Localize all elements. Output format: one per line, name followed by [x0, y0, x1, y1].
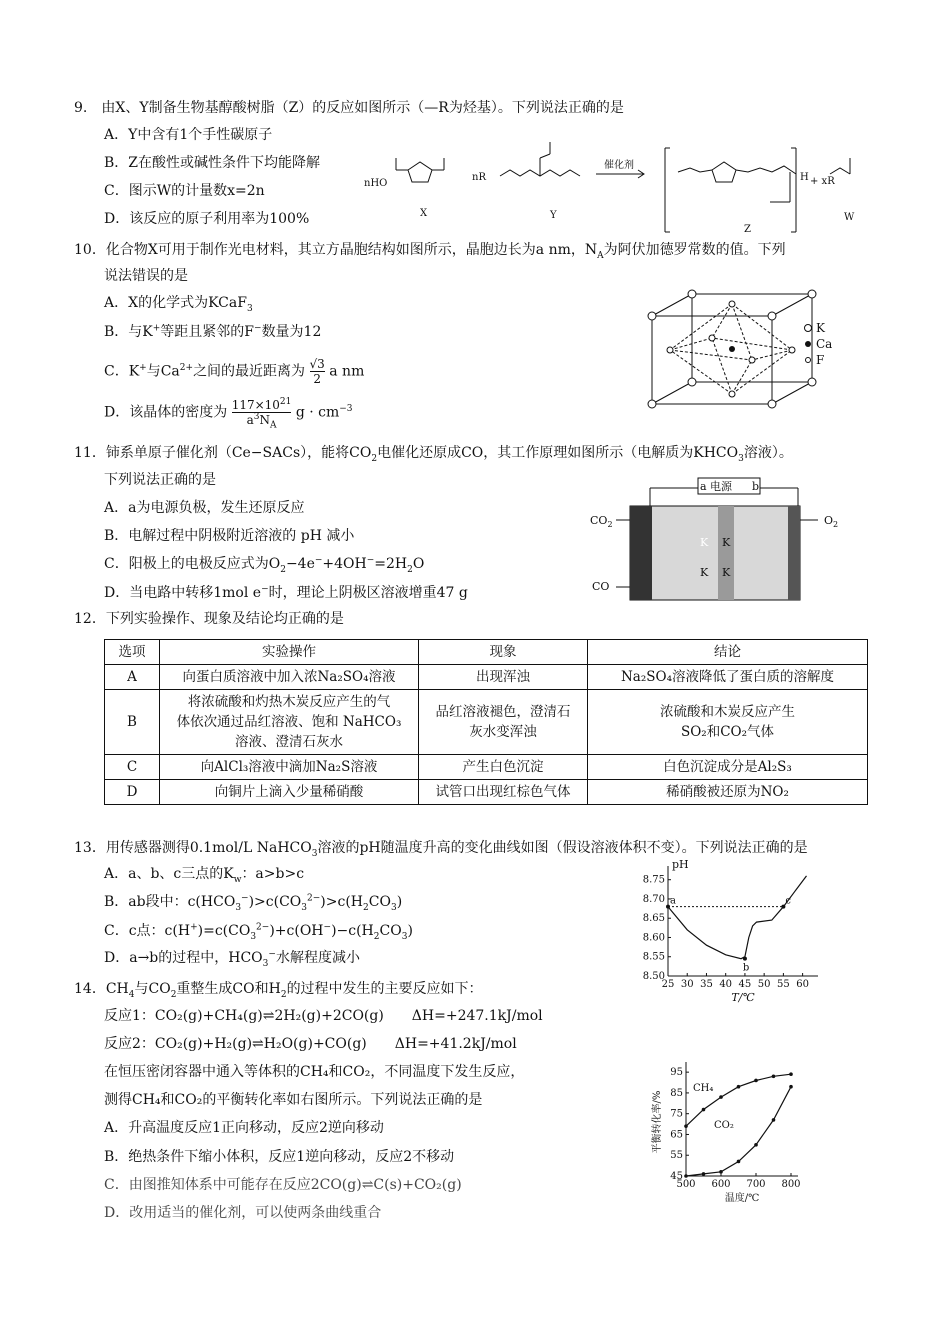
q11-k-ion-3: K — [700, 566, 709, 579]
q9-option-b: B．Z在酸性或碱性条件下均能降解 — [104, 155, 321, 171]
y-axis-title: pH — [672, 858, 689, 871]
q9-option-a: A．Y中含有1个手性碳原子 — [104, 127, 273, 143]
y-tick-label: 55 — [670, 1150, 683, 1162]
x-tick-label: 800 — [781, 1179, 801, 1190]
q13-option-d: D．a→b的过程中，$HCO_3^-$水解程度减小 — [104, 949, 360, 969]
y-tick-label: 8.75 — [642, 874, 665, 886]
q13-option-a: A．a、b、c三点的$K_w$：a>b>c — [104, 866, 305, 885]
data-point — [772, 1075, 776, 1079]
y-tick-label: 75 — [670, 1108, 683, 1120]
q14-line3: 在恒压密闭容器中通入等体积的CH₄和CO₂，不同温度下发生反应， — [104, 1064, 525, 1080]
q14-option-c: C．由图推知体系中可能存在反应2CO(g)⇌C(s)+CO₂(g) — [104, 1177, 462, 1193]
q14-option-b: B．绝热条件下缩小体积，反应1逆向移动，反应2不移动 — [104, 1149, 455, 1165]
q11-co-label: CO — [592, 580, 610, 593]
q9-y-label: Y — [550, 210, 557, 221]
x-tick-label: 55 — [777, 979, 790, 990]
q11-power-b: b — [752, 480, 760, 493]
point-label: c — [785, 895, 791, 907]
q10-stem-line1: 10．化合物X可用于制作光电材料，其立方晶胞结构如图所示，晶胞边长为a nm，$N_A$为阿伏加德罗常数的值。下列 — [74, 242, 786, 261]
q11-power-a: a — [700, 480, 707, 493]
q9-z-label: Z — [744, 224, 751, 235]
q14-stem: 14．$CH_4$与$CO_2$重整生成CO和$H_2$的过程中发生的主要反应如下： — [74, 981, 483, 1000]
q14-conversion-chart — [648, 1058, 808, 1204]
y-axis-title: 平衡转化率/% — [652, 1090, 663, 1154]
x-tick-label: 60 — [796, 979, 809, 990]
x-tick-label: 50 — [757, 979, 771, 990]
x-tick-label: 700 — [746, 1179, 766, 1190]
q11-k-ion-4: K — [722, 566, 731, 579]
point-marker — [743, 957, 747, 961]
cell-op: 将浓硫酸和灼热木炭反应产生的气 体依次通过品红溶液、饱和 NaHCO₃ 溶液、澄清石灰水 — [160, 690, 419, 755]
q13-ph-chart — [626, 858, 826, 1004]
q11-stem-line1: 11．铈系单原子催化剂（Ce−SACs），能将$CO_2$电催化还原成CO，其工作原理如图所示（电解质为$KHCO_3$溶液）。 — [74, 445, 793, 464]
cell-op: 向蛋白质溶液中加入浓Na₂SO₄溶液 — [160, 665, 419, 690]
q11-k-ion-1: K — [700, 536, 709, 549]
q10-stem-line2: 说法错误的是 — [104, 268, 188, 284]
y-tick-label: 8.55 — [642, 951, 665, 963]
q11-k-ion-2: K — [722, 536, 731, 549]
cell-con: 白色沉淀成分是Al₂S₃ — [588, 755, 868, 780]
q13-option-c: C．c点：$c(H^+)=c(CO_3^{2-})+c(OH^-)-c(H_2CO_3)$ — [104, 922, 413, 942]
data-point — [684, 1174, 688, 1178]
cell-ph: 产生白色沉淀 — [419, 755, 588, 780]
q9-option-c: C．图示W的计量数x=2n — [104, 183, 265, 199]
data-point — [789, 1072, 793, 1076]
table-row — [105, 755, 868, 780]
y-tick-label: 45 — [670, 1171, 683, 1182]
q11-option-a: A．a为电源负极，发生还原反应 — [104, 500, 305, 516]
q9-stem: 9. 由X、Y制备生物基醇酸树脂（Z）的反应如图所示（—R为烃基）。下列说法正确的是 — [74, 100, 624, 116]
data-point — [737, 1085, 741, 1089]
point-label: b — [742, 962, 750, 974]
data-point — [719, 1095, 723, 1099]
x-tick-label: 45 — [738, 979, 752, 990]
y-tick-label: 8.60 — [642, 932, 665, 944]
q13-option-b: B．ab段中：$c(HCO_3^-)>c(CO_3^{2-})>c(H_2CO_3)$ — [104, 893, 403, 913]
data-point — [789, 1085, 793, 1089]
q11-co2-label: $CO_2$ — [590, 514, 613, 529]
x-axis-title: 温度/℃ — [724, 1193, 760, 1204]
q10-unit-cell-figure — [640, 286, 870, 416]
y-tick-label: 8.50 — [642, 971, 665, 982]
q11-option-c: C．阳极上的电极反应式为$O_2-4e^-+4OH^-=2H_2O$ — [104, 555, 425, 575]
cell-ph: 试管口出现红棕色气体 — [419, 780, 588, 805]
cell-ph: 品红溶液褪色，澄清石 灰水变浑浊 — [419, 690, 588, 755]
legend-ca: Ca — [816, 337, 833, 351]
cell-ph: 出现浑浊 — [419, 665, 588, 690]
cell-con: 浓硫酸和木炭反应产生 SO₂和CO₂气体 — [588, 690, 868, 755]
q12-table — [104, 639, 868, 805]
table-header-row — [105, 640, 868, 665]
th-conclusion: 结论 — [588, 640, 868, 665]
cell-opt: B — [105, 690, 160, 755]
cell-opt: D — [105, 780, 160, 805]
data-point — [684, 1124, 688, 1128]
q9-x-coef: nHO — [364, 178, 388, 189]
q10-option-a: A．X的化学式为KCaF$_3$ — [104, 295, 253, 314]
cell-op: 向AlCl₃溶液中滴加Na₂S溶液 — [160, 755, 419, 780]
q9-y-coef: nR — [472, 172, 486, 183]
q10-option-c: C．K+与$Ca^{2+}$之间的最近距离为 $\frac{√3}{2}$ a nm — [104, 357, 365, 386]
q11-electrolysis-figure — [588, 470, 850, 606]
q9-w-coef: + xR — [810, 176, 835, 187]
x-tick-label: 35 — [700, 979, 713, 990]
x-axis-title: T/℃ — [731, 991, 755, 1004]
cell-op: 向铜片上滴入少量稀硝酸 — [160, 780, 419, 805]
q10-option-b: B．与K+等距且紧邻的F−数量为12 — [104, 323, 322, 340]
y-tick-label: 85 — [670, 1087, 683, 1099]
point-label: a — [670, 895, 676, 907]
y-tick-label: 95 — [670, 1067, 683, 1079]
cell-con: Na₂SO₄溶液降低了蛋白质的溶解度 — [588, 665, 868, 690]
cell-opt: A — [105, 665, 160, 690]
y-tick-label: 65 — [670, 1129, 683, 1141]
q11-power-label: 电源 — [710, 480, 732, 493]
data-point — [772, 1118, 776, 1122]
series-label: CH₄ — [693, 1082, 714, 1094]
legend-f: F — [816, 353, 825, 367]
q11-option-d: D．当电路中转移1mol e−时，理论上阴极区溶液增重47 g — [104, 584, 468, 601]
q9-reaction-figure — [360, 128, 870, 236]
x-tick-label: 25 — [661, 979, 675, 990]
q11-o2-label: $O_2$ — [824, 514, 839, 529]
q9-x-label: X — [420, 208, 428, 219]
q14-reaction-2: 反应2：CO₂(g)+H₂(g)⇌H₂O(g)+CO(g) ΔH=+41.2kJ/mol — [104, 1036, 517, 1052]
q12-stem: 12．下列实验操作、现象及结论均正确的是 — [74, 611, 344, 627]
table-row — [105, 690, 868, 755]
series-label: CO₂ — [714, 1120, 734, 1132]
q13-stem: 13．用传感器测得0.1mol/L NaHCO$_3$溶液的pH随温度升高的变化曲线如图（假设溶液体积不变）。下列说法正确的是 — [74, 840, 808, 859]
q11-stem-line2: 下列说法正确的是 — [104, 472, 216, 488]
data-point — [737, 1160, 741, 1164]
series-line — [668, 876, 807, 959]
th-option: 选项 — [105, 640, 160, 665]
th-operation: 实验操作 — [160, 640, 419, 665]
q14-line4: 测得CH₄和CO₂的平衡转化率如右图所示。下列说法正确的是 — [104, 1092, 483, 1108]
table-row — [105, 780, 868, 805]
x-tick-label: 600 — [711, 1179, 731, 1190]
data-point — [719, 1170, 723, 1174]
x-tick-label: 500 — [676, 1179, 696, 1190]
x-tick-label: 40 — [719, 979, 733, 990]
data-point — [702, 1108, 706, 1112]
th-phenomenon: 现象 — [419, 640, 588, 665]
y-tick-label: 8.65 — [642, 913, 665, 925]
table-row — [105, 665, 868, 690]
q14-option-d: D．改用适当的催化剂，可以使两条曲线重合 — [104, 1205, 382, 1221]
q11-option-b: B．电解过程中阴极附近溶液的 pH 减小 — [104, 528, 355, 544]
legend-k: K — [816, 321, 825, 335]
cell-con: 稀硝酸被还原为NO₂ — [588, 780, 868, 805]
q9-h: H — [800, 172, 809, 183]
q9-w-label: W — [844, 212, 855, 223]
q14-reaction-1: 反应1：CO₂(g)+CH₄(g)⇌2H₂(g)+2CO(g) ΔH=+247.1kJ/mol — [104, 1008, 543, 1024]
q14-option-a: A．升高温度反应1正向移动，反应2逆向移动 — [104, 1120, 384, 1136]
q10-option-d: D．该晶体的密度为 $\frac{117\times 10^{21}}{a^3N_A}$ $g \cdot cm^{-3}$ — [104, 397, 353, 431]
y-tick-label: 8.70 — [642, 893, 665, 905]
cell-opt: C — [105, 755, 160, 780]
q9-catalyst: 催化剂 — [604, 160, 634, 171]
q9-option-d: D．该反应的原子利用率为100% — [104, 211, 310, 227]
data-point — [754, 1079, 758, 1083]
data-point — [702, 1172, 706, 1176]
data-point — [754, 1143, 758, 1147]
x-tick-label: 30 — [680, 979, 694, 990]
